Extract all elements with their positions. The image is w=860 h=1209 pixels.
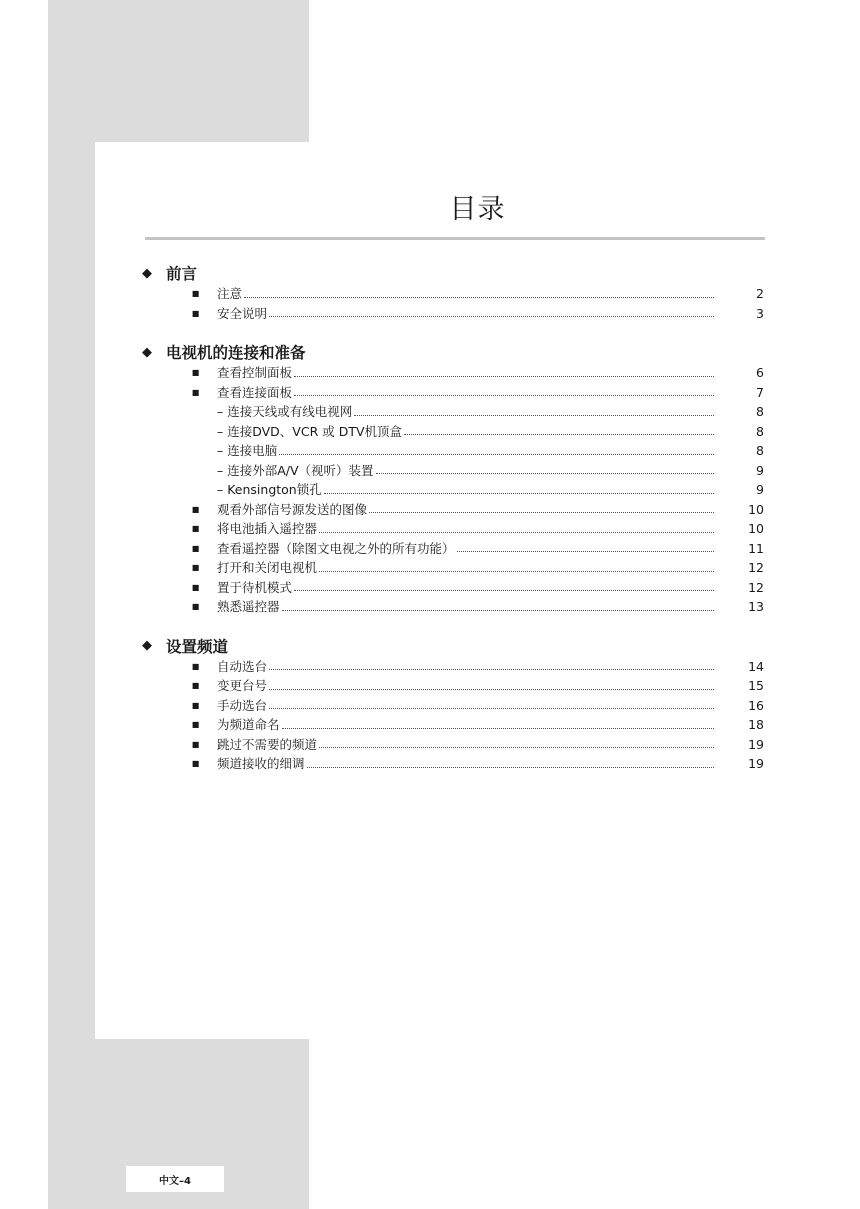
toc-entry[interactable] bbox=[142, 578, 764, 598]
toc-section bbox=[142, 262, 764, 323]
toc-entry-label: 将电池插入遥控器 bbox=[217, 521, 318, 536]
section-heading-text: 前言 bbox=[166, 265, 198, 283]
square-bullet-icon: ■ bbox=[191, 582, 200, 592]
dot-leader bbox=[457, 551, 714, 552]
square-bullet-icon: ■ bbox=[191, 524, 200, 533]
section-heading[interactable] bbox=[142, 262, 764, 284]
toc-entry[interactable] bbox=[142, 441, 764, 461]
dot-leader bbox=[269, 708, 714, 709]
toc-entry[interactable] bbox=[142, 676, 764, 696]
square-bullet-icon: ■ bbox=[191, 387, 200, 397]
toc-page-number: 2 bbox=[756, 286, 764, 301]
dot-leader bbox=[294, 395, 714, 396]
toc-entry[interactable] bbox=[142, 597, 764, 617]
square-bullet-icon: ■ bbox=[191, 368, 200, 377]
toc-section bbox=[142, 341, 764, 617]
dot-leader bbox=[269, 689, 714, 690]
toc-entry-label: 查看连接面板 bbox=[217, 384, 293, 400]
title-divider bbox=[145, 237, 765, 240]
toc-entry-label: 查看控制面板 bbox=[217, 365, 293, 380]
toc-page-number: 18 bbox=[748, 717, 764, 732]
toc-entry-label: 熟悉遥控器 bbox=[217, 599, 280, 614]
dot-leader bbox=[376, 473, 714, 474]
dot-leader bbox=[269, 669, 714, 670]
toc-entry-label: 跳过不需要的频道 bbox=[217, 736, 318, 752]
toc-entry-label: 频道接收的细调 bbox=[217, 756, 305, 771]
toc-entry[interactable] bbox=[142, 304, 764, 324]
square-bullet-icon: ■ bbox=[191, 739, 200, 749]
page-number-footer: 中文–4 bbox=[126, 1166, 224, 1192]
toc-entry-label: 安全说明 bbox=[217, 305, 268, 321]
table-of-contents bbox=[142, 262, 764, 792]
toc-entry[interactable] bbox=[142, 696, 764, 716]
toc-page-number: 8 bbox=[756, 443, 764, 458]
toc-entry[interactable] bbox=[142, 383, 764, 403]
toc-entry[interactable] bbox=[142, 500, 764, 520]
dot-leader bbox=[294, 590, 714, 591]
toc-entry-label: 置于待机模式 bbox=[217, 579, 293, 595]
toc-entry-label: 观看外部信号源发送的图像 bbox=[217, 501, 368, 517]
toc-page-number: 8 bbox=[756, 404, 764, 419]
toc-entry[interactable] bbox=[142, 715, 764, 735]
toc-page-number: 10 bbox=[748, 501, 764, 517]
toc-page-number: 13 bbox=[748, 599, 764, 614]
toc-page-number: 11 bbox=[748, 540, 764, 556]
square-bullet-icon: ■ bbox=[191, 308, 200, 318]
toc-entry[interactable] bbox=[142, 422, 764, 442]
toc-entry-label: – 连接DVD、VCR 或 DTV机顶盒 bbox=[217, 423, 403, 439]
dot-leader bbox=[319, 747, 714, 748]
toc-entry[interactable] bbox=[142, 402, 764, 422]
toc-page-number: 8 bbox=[756, 423, 764, 439]
toc-entry[interactable] bbox=[142, 480, 764, 500]
toc-page-number: 9 bbox=[756, 462, 764, 478]
square-bullet-icon: ■ bbox=[191, 661, 200, 671]
toc-entry[interactable] bbox=[142, 519, 764, 539]
square-bullet-icon: ■ bbox=[191, 681, 200, 690]
dot-leader bbox=[319, 571, 714, 572]
square-bullet-icon: ■ bbox=[191, 602, 200, 611]
diamond-bullet-icon: ◆ bbox=[142, 638, 152, 653]
section-heading-text: 电视机的连接和准备 bbox=[166, 344, 306, 362]
square-bullet-icon: ■ bbox=[191, 720, 200, 729]
toc-page-number: 10 bbox=[748, 521, 764, 536]
toc-entry-label: 自动选台 bbox=[217, 658, 268, 674]
dot-leader bbox=[354, 415, 714, 416]
toc-entry[interactable] bbox=[142, 735, 764, 755]
dot-leader bbox=[404, 434, 714, 435]
toc-entry[interactable] bbox=[142, 461, 764, 481]
square-bullet-icon: ■ bbox=[191, 759, 200, 768]
dot-leader bbox=[244, 297, 714, 298]
square-bullet-icon: ■ bbox=[191, 700, 200, 710]
toc-page-number: 12 bbox=[748, 579, 764, 595]
toc-entry-label: 手动选台 bbox=[217, 697, 268, 713]
dot-leader bbox=[324, 493, 714, 494]
toc-entry-label: – 连接外部A/V（视听）装置 bbox=[217, 462, 374, 478]
toc-page-number: 15 bbox=[748, 678, 764, 693]
square-bullet-icon: ■ bbox=[191, 563, 200, 572]
toc-entry[interactable] bbox=[142, 558, 764, 578]
dot-leader bbox=[269, 316, 714, 317]
diamond-bullet-icon: ◆ bbox=[142, 265, 152, 281]
toc-entry-label: 注意 bbox=[217, 286, 243, 301]
toc-entry[interactable] bbox=[142, 754, 764, 774]
toc-entry-label: – 连接天线或有线电视网 bbox=[217, 404, 353, 419]
toc-page-number: 19 bbox=[748, 736, 764, 752]
section-heading[interactable] bbox=[142, 341, 764, 363]
diamond-bullet-icon: ◆ bbox=[142, 344, 152, 360]
dot-leader bbox=[282, 728, 714, 729]
toc-entry[interactable] bbox=[142, 657, 764, 677]
square-bullet-icon: ■ bbox=[191, 543, 200, 553]
toc-entry[interactable] bbox=[142, 539, 764, 559]
toc-page-number: 3 bbox=[756, 305, 764, 321]
toc-page-number: 7 bbox=[756, 384, 764, 400]
dot-leader bbox=[369, 512, 714, 513]
toc-entry-label: – 连接电脑 bbox=[217, 443, 278, 458]
toc-page-number: 6 bbox=[756, 365, 764, 380]
dot-leader bbox=[282, 610, 714, 611]
dot-leader bbox=[307, 767, 714, 768]
toc-entry[interactable] bbox=[142, 284, 764, 304]
toc-entry[interactable] bbox=[142, 363, 764, 383]
toc-entry-label: – Kensington锁孔 bbox=[217, 482, 322, 497]
toc-page-number: 9 bbox=[756, 482, 764, 497]
toc-section bbox=[142, 635, 764, 774]
section-heading[interactable] bbox=[142, 635, 764, 657]
toc-page-number: 19 bbox=[748, 756, 764, 771]
toc-entry-label: 变更台号 bbox=[217, 678, 268, 693]
square-bullet-icon: ■ bbox=[191, 504, 200, 514]
toc-entry-label: 为频道命名 bbox=[217, 717, 280, 732]
toc-page-number: 12 bbox=[748, 560, 764, 575]
toc-entry-label: 查看遥控器（除图文电视之外的所有功能） bbox=[217, 540, 455, 556]
dot-leader bbox=[294, 376, 714, 377]
section-heading-text: 设置频道 bbox=[166, 637, 229, 656]
toc-entry-label: 打开和关闭电视机 bbox=[217, 560, 318, 575]
page-title: 目录 bbox=[449, 194, 506, 225]
dot-leader bbox=[279, 454, 714, 455]
toc-page-number: 14 bbox=[748, 658, 764, 674]
toc-page-number: 16 bbox=[748, 697, 764, 713]
dot-leader bbox=[319, 532, 714, 533]
square-bullet-icon: ■ bbox=[191, 289, 200, 298]
